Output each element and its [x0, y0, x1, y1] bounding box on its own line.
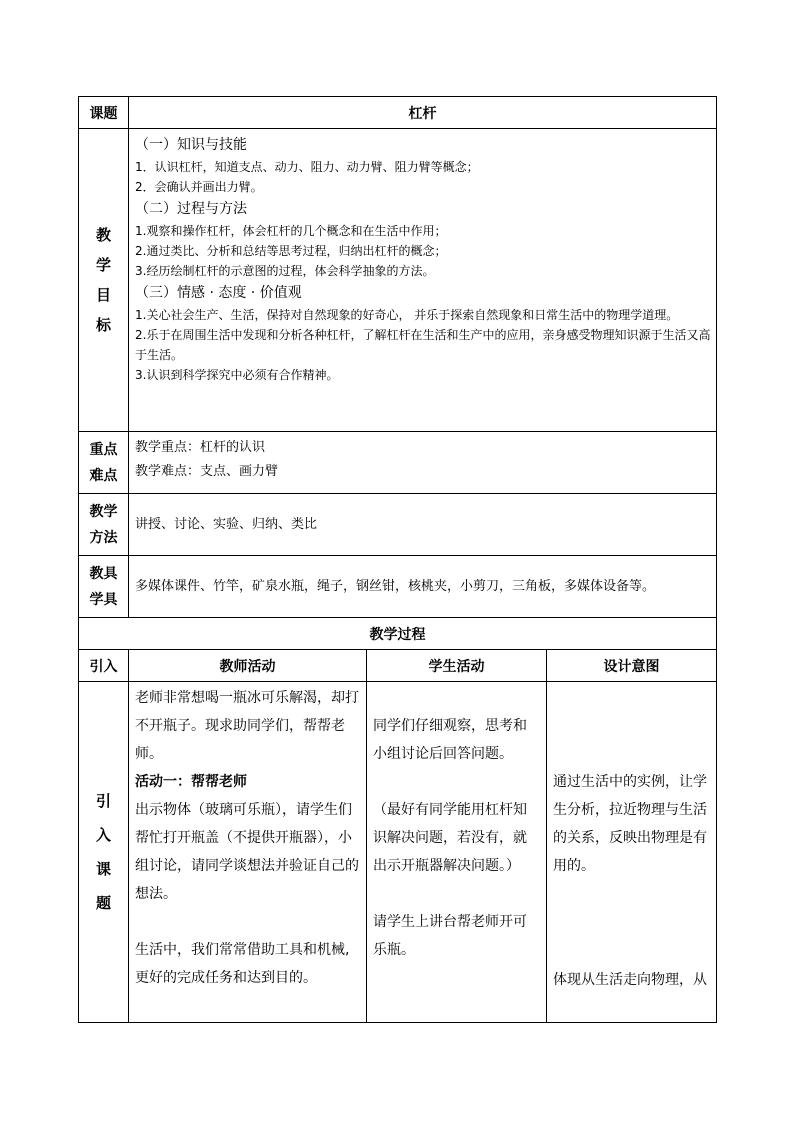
objective-item: 1.观察和操作杠杆，体会杠杆的几个概念和在生活中作用； [135, 224, 447, 238]
student-paragraph: 请学生上讲台帮老师开可乐瓶。 [373, 914, 527, 958]
topic-label: 课题 [79, 97, 129, 129]
teacher-paragraph: 出示物体（玻璃可乐瓶），请学生们帮忙打开瓶盖（不提供开瓶器），小组讨论，请同学谈想法并验证自己的想法。 [135, 802, 359, 902]
objectives-content [129, 129, 717, 432]
objective-item: 1．认识杠杆，知道支点、动力、阻力、动力臂、阻力臂等概念； [135, 160, 479, 174]
student-paragraph: 同学们仔细观察，思考和小组讨论后回答问题。 [373, 718, 527, 762]
objective-item: 2.乐于在周围生活中发现和分析各种杠杆，了解杠杆在生活和生产中的应用，亲身感受物理知识源于生活又高于生活。 [135, 328, 711, 362]
tools-text: 多媒体课件、竹竿，矿泉水瓶，绳子，钢丝钳，核桃夹，小剪刀，三角板，多媒体设备等。 [129, 556, 717, 618]
process-title-row [79, 618, 717, 650]
methods-label: 教学 方法 [79, 494, 129, 556]
column-header-teacher: 教师活动 [129, 650, 367, 682]
objective-item: 3.认识到科学探究中必须有合作精神。 [135, 368, 339, 382]
student-activity [367, 682, 547, 1023]
section-heading: （二）过程与方法 [135, 201, 247, 217]
title-row [79, 97, 717, 129]
process-content-row [79, 682, 717, 1023]
activity-title: 活动一：帮帮老师 [135, 774, 247, 790]
lesson-plan [78, 96, 716, 1023]
objective-item: 1.关心社会生产、生活，保持对自然现象的好奇心， 并乐于探索自然现象和日常生活中的物理学道理。 [135, 308, 679, 322]
section-heading: （三）情感 · 态度 · 价值观 [135, 285, 302, 301]
lesson-title: 杠杆 [129, 97, 717, 129]
column-header-intro: 引入 [79, 650, 129, 682]
intent-paragraph: 通过生活中的实例，让学生分析，拉近物理与生活的关系，反映出物理是有用的。 [553, 774, 707, 874]
tools-row [79, 556, 717, 618]
teacher-paragraph: 生活中，我们常常借助工具和机械,更好的完成任务和达到目的。 [135, 942, 350, 986]
lesson-plan-table [78, 96, 717, 1023]
process-header-row [79, 650, 717, 682]
key-points-label: 重点 难点 [79, 432, 129, 494]
column-header-intent: 设计意图 [547, 650, 717, 682]
design-intent [547, 682, 717, 1023]
objective-item: 2.通过类比、分析和总结等思考过程，归纳出杠杆的概念； [135, 244, 447, 258]
teacher-activity [129, 682, 367, 1023]
key-point-line: 教学难点：支点、画力臂 [135, 464, 279, 479]
methods-text: 讲授、讨论、实验、归纳、类比 [129, 494, 717, 556]
key-points-content [129, 432, 717, 494]
methods-row [79, 494, 717, 556]
objective-item: 3.经历绘制杠杆的示意图的过程，体会科学抽象的方法。 [135, 264, 435, 278]
process-title: 教学过程 [79, 618, 717, 650]
objective-item: 2．会确认并画出力臂。 [135, 180, 263, 194]
section-heading: （一）知识与技能 [135, 137, 247, 153]
column-header-student: 学生活动 [367, 650, 547, 682]
student-paragraph: （最好有同学能用杠杆知识解决问题，若没有，就出示开瓶器解决问题。） [373, 802, 527, 874]
teacher-paragraph: 老师非常想喝一瓶冰可乐解渴，却打不开瓶子。现求助同学们，帮帮老师。 [135, 690, 359, 762]
intent-paragraph: 体现从生活走向物理，从 [553, 972, 707, 988]
key-points-row [79, 432, 717, 494]
objectives-row [79, 129, 717, 432]
tools-label: 教具 学具 [79, 556, 129, 618]
objectives-label: 教 学 目 标 [79, 129, 129, 432]
key-point-line: 教学重点：杠杆的认识 [135, 440, 266, 455]
intro-label: 引 入 课 题 [79, 682, 129, 1023]
